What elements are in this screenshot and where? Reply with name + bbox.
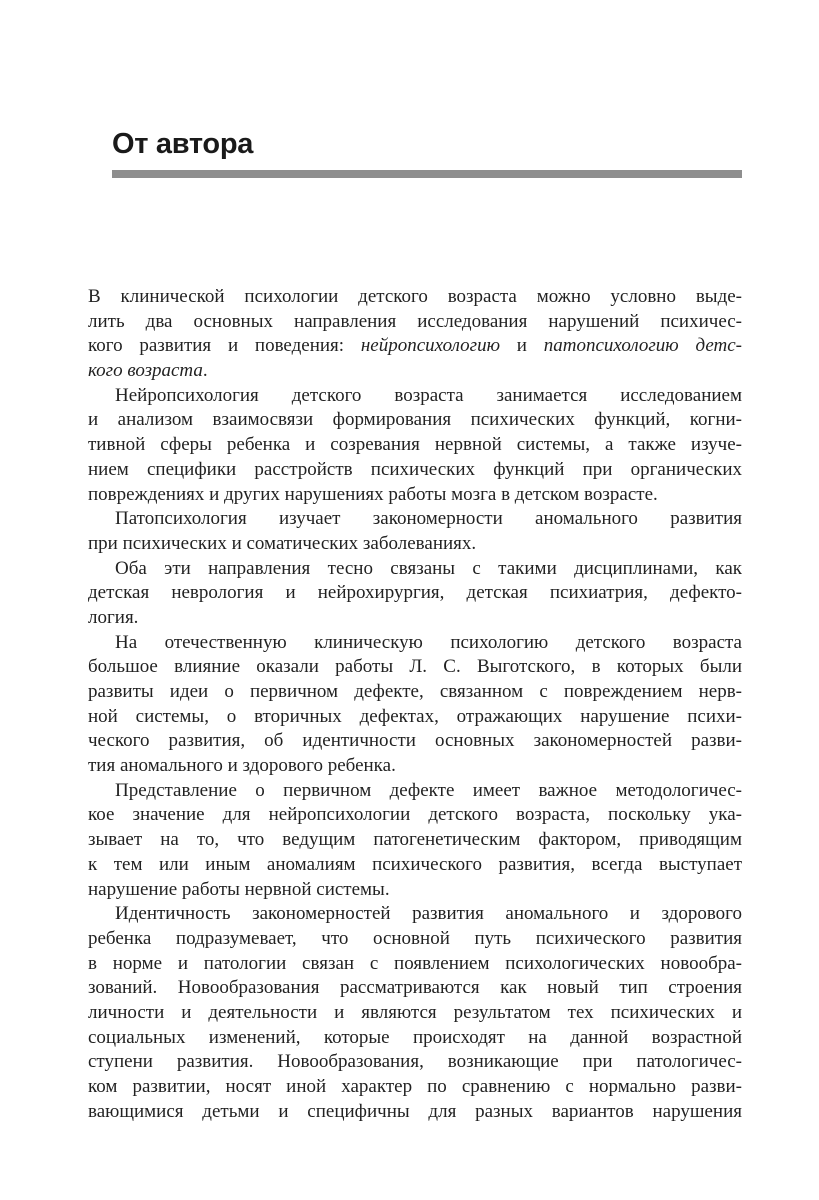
text-line: Идентичность закономерностей развития аномального и здорового <box>115 903 742 925</box>
text-line: Патопсихология изучает закономерности аномального развития <box>115 508 742 530</box>
text-line: и анализом взаимосвязи формирования психических функций, когни- <box>88 409 742 431</box>
text-line: кое значение для нейропсихологии детского возраста, поскольку ука- <box>88 804 742 826</box>
text-span: кого развития и поведения: <box>88 335 361 357</box>
italic-term-child-age: кого возраста <box>88 360 203 382</box>
text-line: В клинической психологии детского возраста можно условно выде- <box>88 286 742 307</box>
italic-term-pathopsychology: патопсихологию детс- <box>543 335 742 357</box>
text-line: На отечественную клиническую психологию детского возраста <box>115 631 742 653</box>
text-line <box>88 359 742 384</box>
text-line: лить два основных направления исследования нарушений психичес- <box>88 310 742 332</box>
text-line: ной системы, о вторичных дефектах, отражающих нарушение психи- <box>88 705 742 727</box>
text-line: большое влияние оказали работы Л. С. Выготского, в которых были <box>88 656 742 678</box>
text-span: и <box>499 335 544 357</box>
body-text <box>88 285 742 1124</box>
text-line: тивной сферы ребенка и созревания нервной системы, а также изуче- <box>88 434 742 456</box>
text-line: Представление о первичном дефекте имеет важное методологичес- <box>115 779 742 801</box>
title-underline-rule <box>112 170 742 178</box>
text-line: зывает на то, что ведущим патогенетическим фактором, приводящим <box>88 829 742 851</box>
text-line: социальных изменений, которые происходят на данной возрастной <box>88 1026 742 1048</box>
italic-term-neuropsychology: нейропсихологию <box>360 335 500 357</box>
text-line: ступени развития. Новообразования, возникающие при патологичес- <box>88 1051 742 1073</box>
text-line: повреждениях и других нарушениях работы мозга в детском возрасте. <box>88 483 658 505</box>
chapter-title: От автора <box>112 128 254 160</box>
text-line: нарушение работы нервной системы. <box>88 878 390 900</box>
text-line: ребенка подразумевает, что основной путь психического развития <box>88 927 742 949</box>
text-line <box>88 334 742 359</box>
text-line: детская неврология и нейрохирургия, детская психиатрия, дефекто- <box>88 582 742 604</box>
text-line: к тем или иным аномалиям психического развития, всегда выступает <box>88 853 742 875</box>
text-line: личности и деятельности и являются результатом тех психических и <box>88 1001 742 1023</box>
text-line: развиты идеи о первичном дефекте, связанном с повреждением нерв- <box>88 681 742 702</box>
text-line: Нейропсихология детского возраста занимается исследованием <box>115 384 742 406</box>
text-line: в норме и патологии связан с появлением психологических новообра- <box>88 952 742 974</box>
text-span: . <box>202 360 208 382</box>
text-line: вающимися детьми и специфичны для разных вариантов нарушения <box>88 1100 742 1122</box>
text-line: тия аномального и здорового ребенка. <box>88 755 396 777</box>
text-line: нием специфики расстройств психических функций при органических <box>88 458 742 480</box>
text-line: ческого развития, об идентичности основных закономерностей разви- <box>88 730 742 752</box>
text-line: при психических и соматических заболеваниях. <box>88 532 477 554</box>
text-line: Оба эти направления тесно связаны с такими дисциплинами, как <box>115 557 742 579</box>
text-line: ком развитии, носят иной характер по сравнению с нормально разви- <box>88 1076 742 1097</box>
text-line: зований. Новообразования рассматриваются как новый тип строения <box>88 977 742 999</box>
text-line: логия. <box>88 606 139 628</box>
